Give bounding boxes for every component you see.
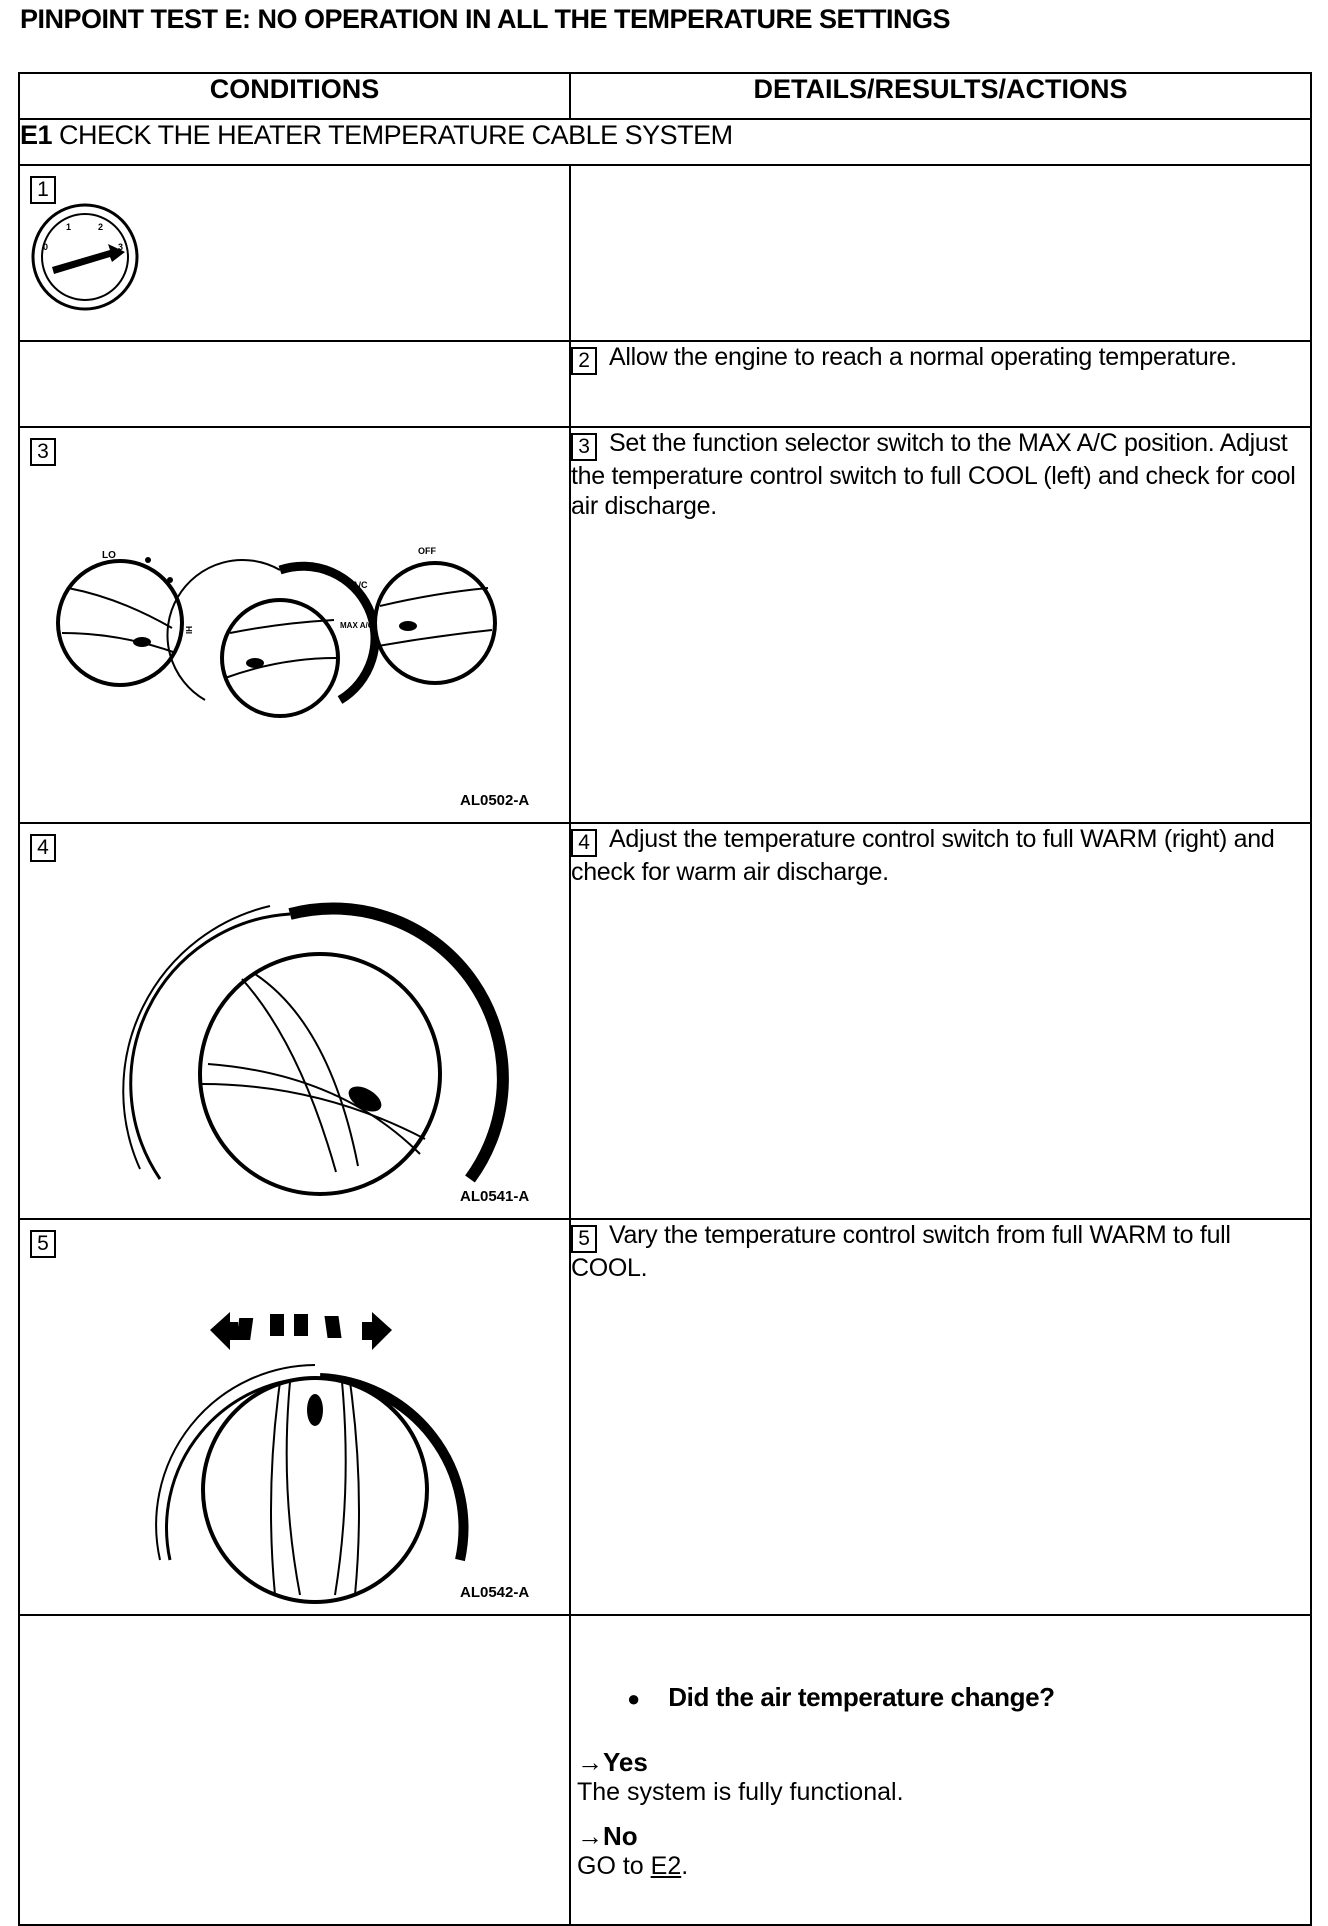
climate-control-panel-illustration xyxy=(40,528,460,708)
ignition-label-2: 2 xyxy=(98,222,104,232)
temperature-knob-vary-illustration xyxy=(130,1270,490,1590)
step-4-condition xyxy=(19,823,570,1219)
section-title: CHECK THE HEATER TEMPERATURE CABLE SYSTEM xyxy=(59,120,733,150)
pinpoint-test-table xyxy=(18,72,1312,1926)
result-question: Did the air temperature change? xyxy=(668,1682,1055,1712)
step-1-condition xyxy=(19,165,570,341)
ignition-switch-illustration xyxy=(30,202,140,312)
right-arrow-icon xyxy=(362,1312,392,1350)
fan-lo-label: LO xyxy=(102,550,116,561)
temperature-knob-warm-illustration xyxy=(120,904,500,1204)
yes-heading xyxy=(577,1747,1304,1778)
step-5-number: 5 xyxy=(30,1230,56,1258)
step-2-detail xyxy=(570,341,1311,427)
details-header: DETAILS/RESULTS/ACTIONS xyxy=(570,73,1311,119)
step-4-figure-caption: AL0541-A xyxy=(460,1188,530,1205)
conditions-header: CONDITIONS xyxy=(19,73,570,119)
step-5-detail xyxy=(570,1219,1311,1615)
step-5-text: Vary the temperature control switch from full WARM to full COOL. xyxy=(571,1221,1231,1282)
result-detail xyxy=(570,1615,1311,1925)
no-text-suffix: . xyxy=(681,1852,689,1880)
no-text xyxy=(577,1852,1304,1881)
step-3-text: Set the function selector switch to the MAX A/C position. Adjust the temperature control switch to full COOL (left) and check for cool air discharge. xyxy=(571,429,1296,520)
step-5-detail-number: 5 xyxy=(571,1225,597,1253)
section-heading xyxy=(19,119,1311,165)
arrow-right-icon: → xyxy=(577,1747,603,1777)
step-5-figure-caption: AL0542-A xyxy=(460,1584,530,1601)
step-3-detail-number: 3 xyxy=(571,433,597,461)
yes-text: The system is fully functional. xyxy=(577,1778,904,1806)
ignition-label-3: 3 xyxy=(118,242,124,252)
ignition-label-1: 1 xyxy=(66,222,72,232)
step-3-number: 3 xyxy=(30,438,56,466)
step-4-text: Adjust the temperature control switch to full WARM (right) and check for warm air discharge. xyxy=(571,825,1275,886)
section-id: E1 xyxy=(20,120,53,150)
mode-max-ac-label: MAX A/C xyxy=(340,621,374,630)
step-2-text: Allow the engine to reach a normal operating temperature. xyxy=(609,343,1237,371)
step-2-number: 2 xyxy=(571,347,597,375)
result-condition xyxy=(19,1615,570,1925)
no-label: No xyxy=(603,1821,638,1851)
step-2-condition xyxy=(19,341,570,427)
step-4-detail xyxy=(570,823,1311,1219)
question-row xyxy=(577,1682,1304,1713)
step-1-detail xyxy=(570,165,1311,341)
step-3-detail xyxy=(570,427,1311,823)
yes-label: Yes xyxy=(603,1747,648,1777)
mode-ac-label: A/C xyxy=(352,580,368,590)
fan-hi-label: HI xyxy=(184,626,193,634)
step-3-condition xyxy=(19,427,570,823)
step-1-number: 1 xyxy=(30,176,56,204)
mode-off-label: OFF xyxy=(418,546,436,556)
bullet-icon: ● xyxy=(627,1686,641,1711)
no-text-prefix: GO to xyxy=(577,1852,644,1880)
left-arrow-icon xyxy=(210,1312,238,1350)
step-4-number: 4 xyxy=(30,834,56,862)
page-title: PINPOINT TEST E: NO OPERATION IN ALL THE TEMPERATURE SETTINGS xyxy=(20,4,951,34)
step-3-figure-caption: AL0502-A xyxy=(460,792,530,809)
arrow-right-icon: → xyxy=(577,1821,603,1851)
go-to-e2-link[interactable]: E2 xyxy=(650,1852,682,1880)
ignition-label-0: 0 xyxy=(43,242,49,252)
no-heading xyxy=(577,1821,1304,1852)
step-4-detail-number: 4 xyxy=(571,829,597,857)
step-5-condition xyxy=(19,1219,570,1615)
